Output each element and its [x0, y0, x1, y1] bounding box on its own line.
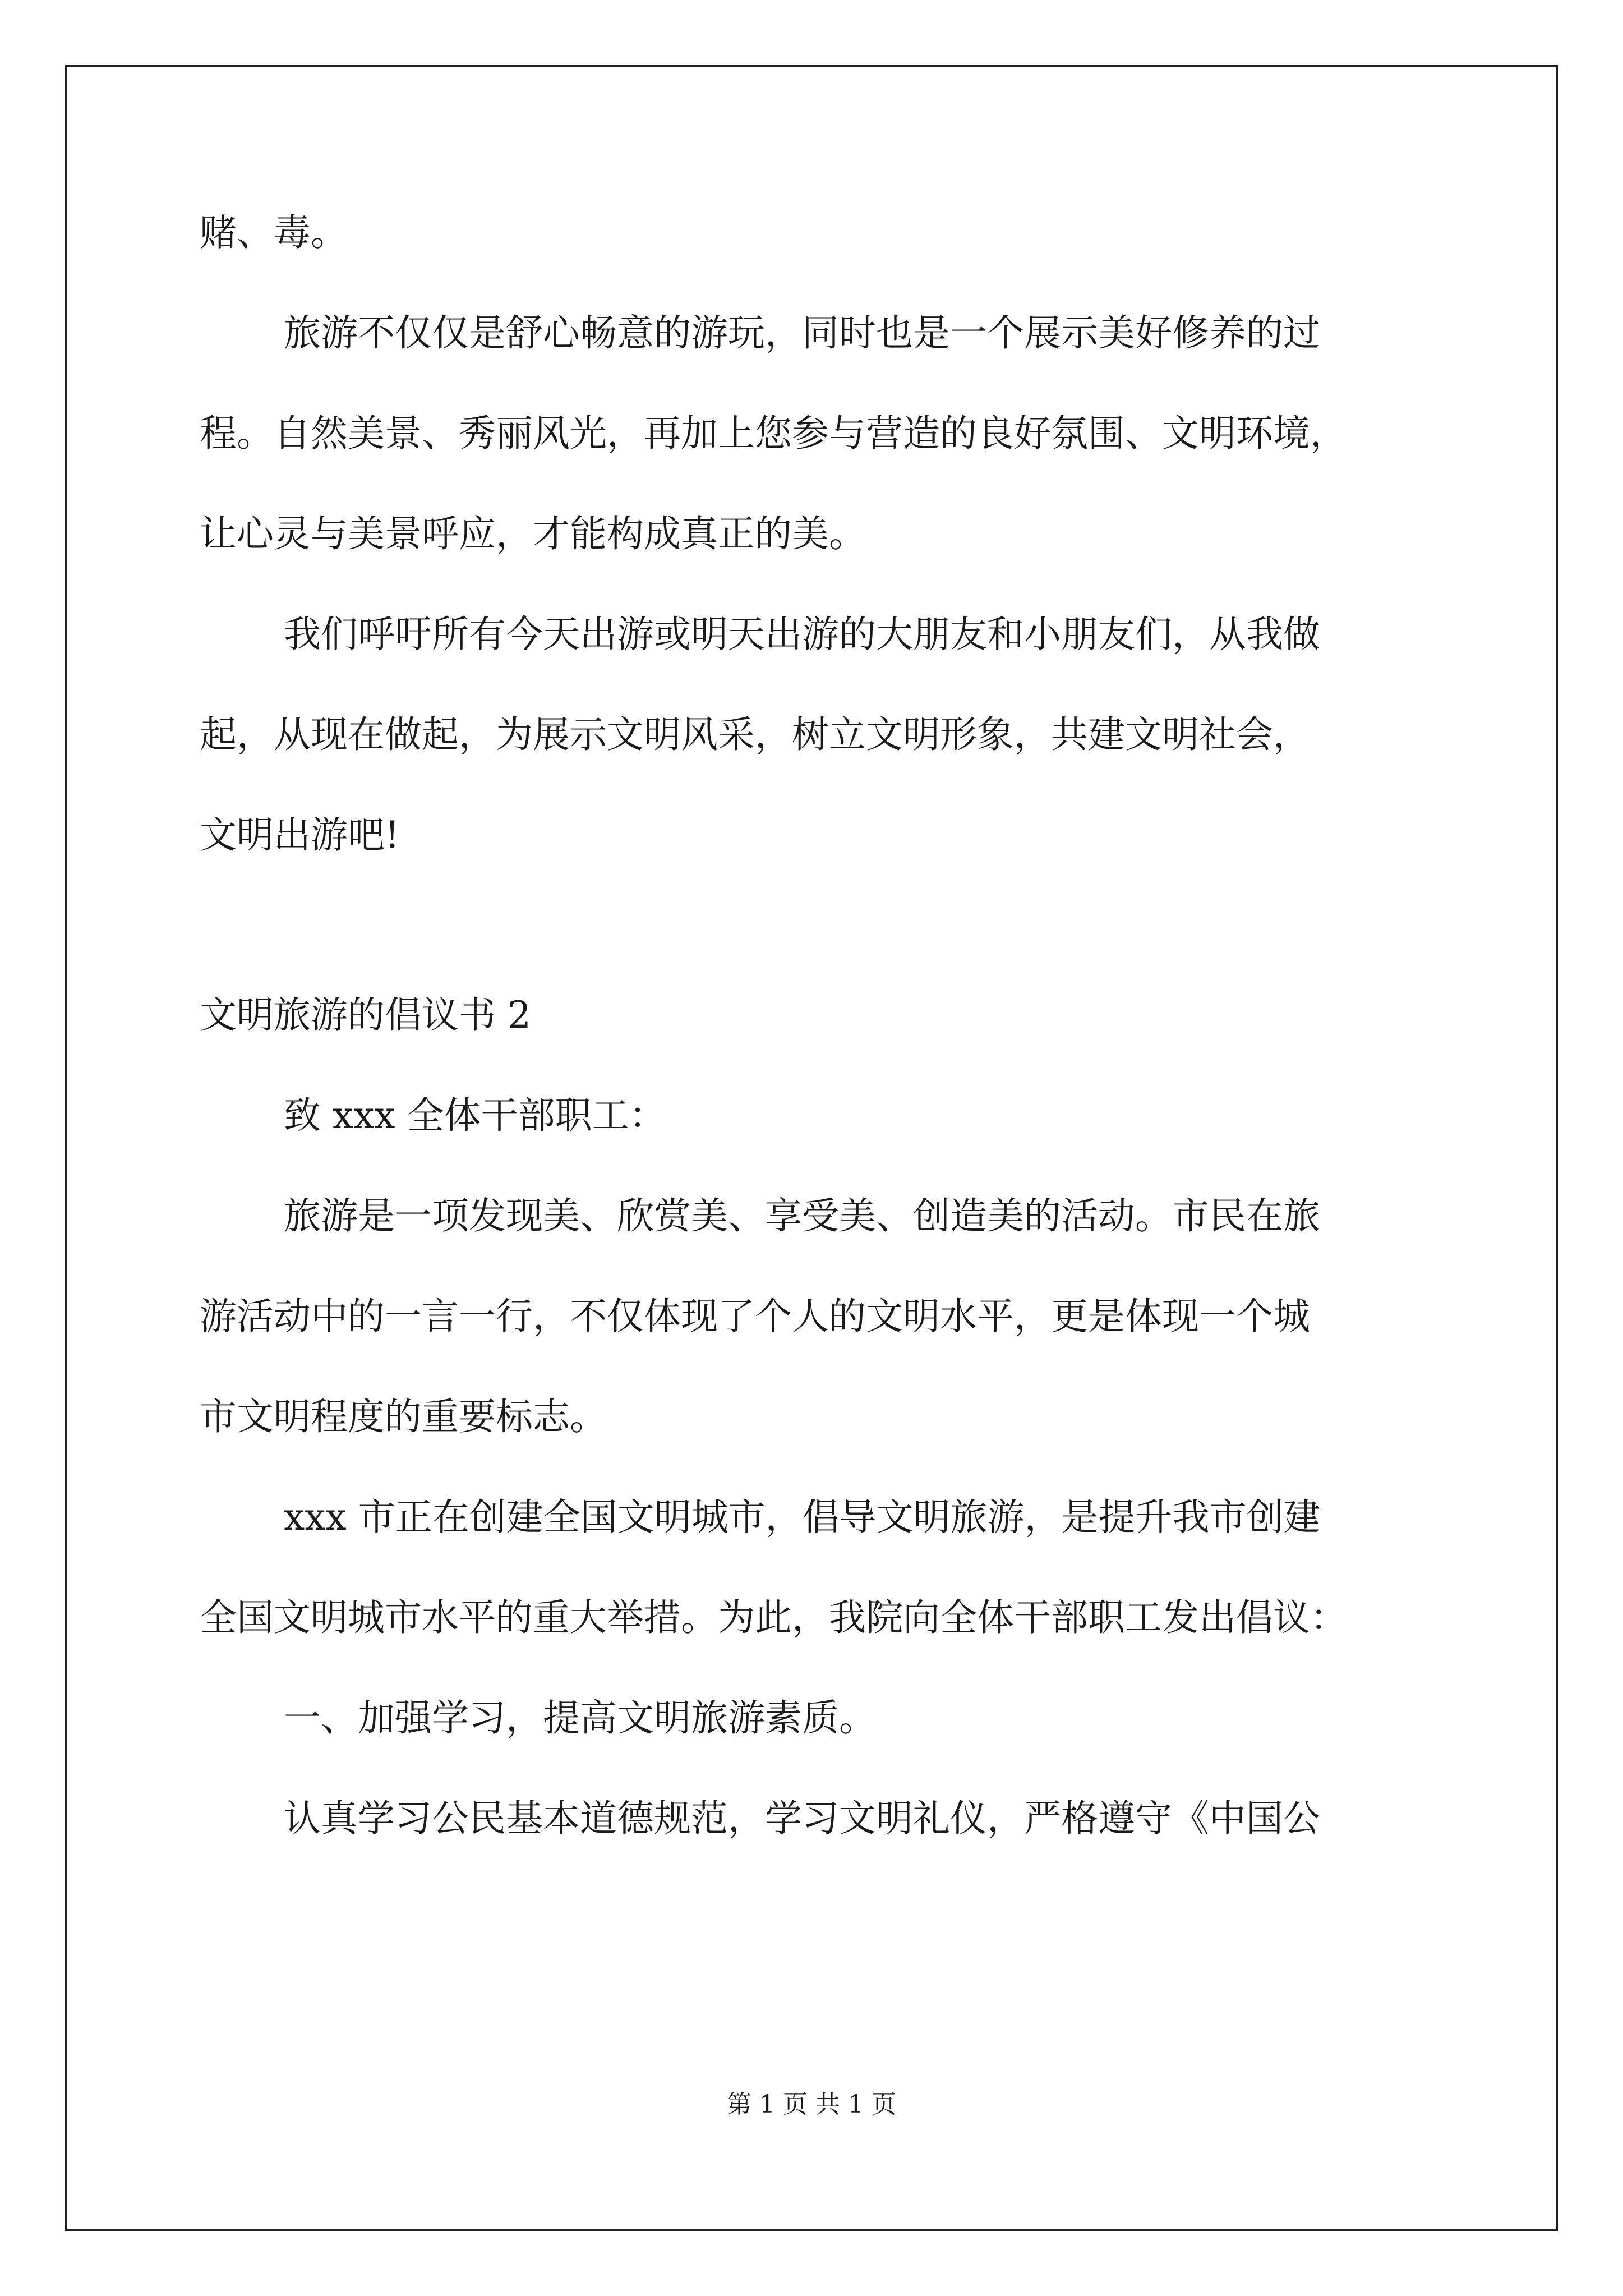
list-heading: 一、加强学习，提高文明旅游素质。	[284, 1696, 876, 1740]
paragraph-line: 认真学习公民基本道德规范，学习文明礼仪，严格遵守《中国公	[284, 1797, 1320, 1840]
paragraph-line: 市文明程度的重要标志。	[200, 1395, 607, 1438]
paragraph-line: 我们呼吁所有今天出游或明天出游的大朋友和小朋友们，从我做	[284, 613, 1320, 656]
paragraph-line: 赌、毒。	[200, 211, 348, 254]
paragraph-line: 让心灵与美景呼应，才能构成真正的美。	[200, 512, 866, 555]
paragraph-line: xxx 市正在创建全国文明城市，倡导文明旅游，是提升我市创建	[284, 1496, 1321, 1539]
paragraph-line: 文明出游吧!	[200, 813, 400, 857]
paragraph-line: 旅游不仅仅是舒心畅意的游玩，同时也是一个展示美好修养的过	[284, 311, 1320, 355]
paragraph-line: 全国文明城市水平的重大举措。为此，我院向全体干部职工发出倡议：	[200, 1596, 1347, 1639]
paragraph-line: 起，从现在做起，为展示文明风采，树立文明形象，共建文明社会，	[200, 713, 1310, 756]
paragraph-line: 旅游是一项发现美、欣赏美、享受美、创造美的活动。市民在旅	[284, 1194, 1320, 1237]
paragraph-line: 程。自然美景、秀丽风光，再加上您参与营造的良好氛围、文明环境，	[200, 412, 1347, 455]
document-body	[200, 205, 1445, 1891]
section-heading: 文明旅游的倡议书 2	[200, 993, 531, 1037]
paragraph-line: 游活动中的一言一行，不仅体现了个人的文明水平，更是体现一个城	[200, 1295, 1310, 1338]
salutation: 致 xxx 全体干部职工：	[284, 1094, 666, 1137]
page-number-footer: 第 1 页 共 1 页	[727, 2090, 896, 2119]
